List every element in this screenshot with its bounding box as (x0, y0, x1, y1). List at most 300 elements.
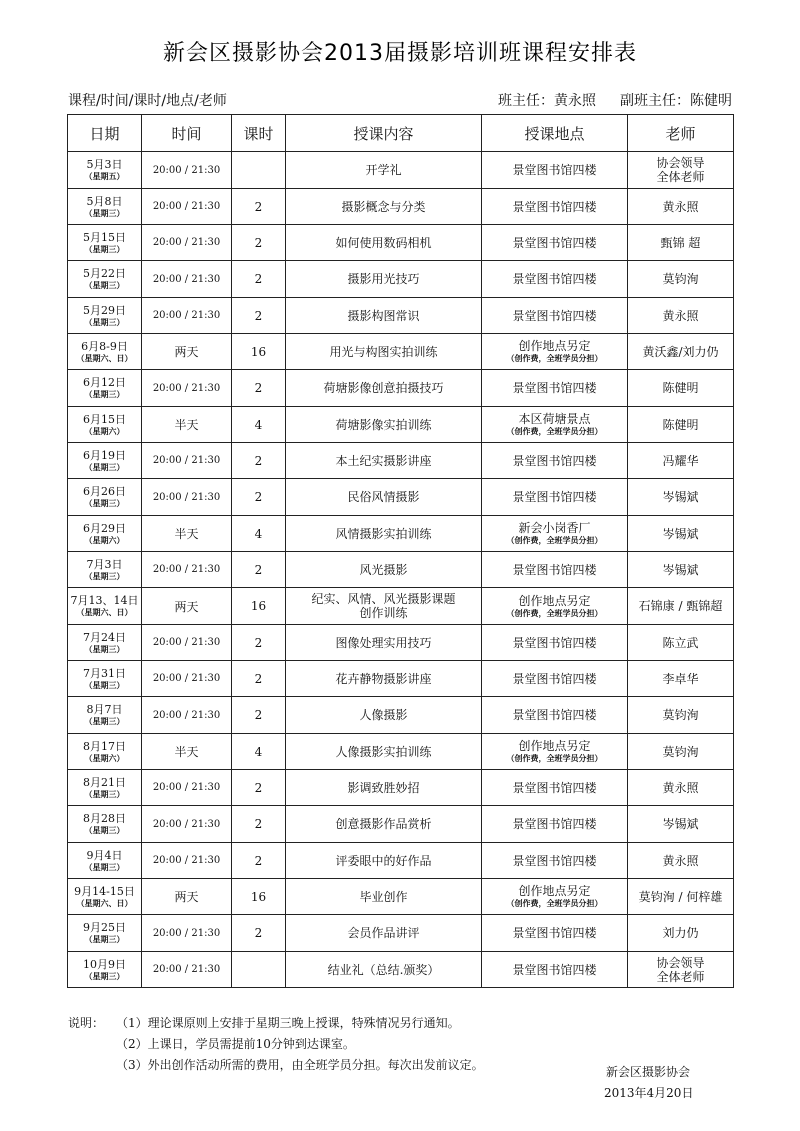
location-text: 景堂图书馆四楼 (512, 272, 597, 286)
location-text: 景堂图书馆四楼 (512, 453, 597, 468)
cell-date (68, 407, 142, 443)
teacher-name: 刘力仍 (662, 926, 699, 940)
location-text: 景堂图书馆四楼 (512, 163, 597, 177)
table-row (68, 843, 734, 879)
content-line: 花卉静物摄影讲座 (335, 671, 432, 686)
cell-time: 20:00 / 21:30 (142, 697, 232, 734)
location-note: （创作费，全班学员分担） (506, 427, 603, 436)
cell-location (482, 479, 628, 516)
cell-hours: 2 (232, 479, 286, 516)
cell-content (286, 443, 482, 479)
cell-hours (232, 952, 286, 988)
cell-location (482, 806, 628, 843)
cell-content (286, 552, 482, 588)
cell-content (286, 334, 482, 370)
cell-teacher (628, 697, 734, 734)
cell-time: 20:00 / 21:30 (142, 189, 232, 225)
teacher-info (498, 90, 732, 110)
cell-hours (232, 152, 286, 189)
teacher-name: 甄锦 超 (660, 235, 701, 250)
date-text: 10月9日 (83, 957, 126, 971)
header-date: 日期 (68, 115, 142, 152)
content-line: 会员作品讲评 (347, 926, 420, 940)
cell-time: 两天 (142, 588, 232, 625)
weekday-text: （星期六、日） (76, 353, 133, 363)
header-time: 时间 (142, 115, 232, 152)
weekday-text: （星期三） (84, 208, 125, 218)
date-text: 9月25日 (83, 921, 126, 934)
location-text: 景堂图书馆四楼 (512, 853, 597, 868)
cell-teacher (628, 152, 734, 189)
cell-location (482, 770, 628, 806)
note-item: （2）上课日，学员需提前10分钟到达课室。 (116, 1037, 355, 1051)
cell-location (482, 915, 628, 952)
table-row (68, 588, 734, 625)
cell-content (286, 806, 482, 843)
date-text: 7月3日 (86, 557, 123, 571)
location-text: 新会小岗香厂 (518, 521, 591, 535)
cell-location (482, 625, 628, 661)
teacher-name: 岑锡斌 (662, 490, 699, 504)
location-text: 创作地点另定 (518, 593, 591, 608)
cell-teacher (628, 661, 734, 697)
cell-time: 20:00 / 21:30 (142, 806, 232, 843)
table-row (68, 334, 734, 370)
cell-location (482, 661, 628, 697)
teacher-name: 莫钧洵 (662, 272, 699, 286)
teacher-name: 石锦康 / 甄锦超 (638, 599, 723, 613)
location-text: 创作地点另定 (518, 339, 591, 353)
table-row (68, 952, 734, 988)
cell-time: 20:00 / 21:30 (142, 225, 232, 261)
weekday-text: （星期六、日） (76, 898, 133, 908)
content-line: 人像摄影实拍训练 (335, 744, 432, 759)
weekday-text: （星期六、日） (76, 608, 133, 617)
cell-location (482, 152, 628, 189)
cell-teacher (628, 625, 734, 661)
cell-hours: 2 (232, 189, 286, 225)
cell-teacher (628, 443, 734, 479)
content-line: 毕业创作 (359, 889, 408, 904)
cell-date (68, 225, 142, 261)
cell-time: 20:00 / 21:30 (142, 370, 232, 407)
location-note: （创作费，全班学员分担） (506, 608, 603, 618)
cell-content (286, 952, 482, 988)
cell-teacher (628, 189, 734, 225)
table-row (68, 697, 734, 734)
location-text: 景堂图书馆四楼 (512, 199, 597, 214)
location-text: 景堂图书馆四楼 (512, 635, 597, 650)
weekday-text: （星期三） (84, 390, 125, 399)
content-line: 摄影概念与分类 (341, 199, 426, 214)
cell-date (68, 952, 142, 988)
cell-location (482, 407, 628, 443)
cell-teacher (628, 407, 734, 443)
teacher-name: 黄永照 (662, 780, 699, 795)
cell-hours: 2 (232, 915, 286, 952)
location-text: 景堂图书馆四楼 (512, 671, 597, 686)
teacher-name: 岑锡斌 (662, 562, 699, 577)
cell-time: 20:00 / 21:30 (142, 952, 232, 988)
date-text: 5月29日 (83, 303, 126, 317)
cell-teacher (628, 298, 734, 334)
cell-location (482, 552, 628, 588)
date-text: 6月26日 (83, 485, 126, 498)
cell-hours: 2 (232, 697, 286, 734)
weekday-text: （星期三） (84, 826, 125, 835)
cell-hours: 16 (232, 334, 286, 370)
cell-hours: 2 (232, 225, 286, 261)
cell-teacher (628, 915, 734, 952)
cell-content (286, 479, 482, 516)
location-text: 景堂图书馆四楼 (512, 235, 597, 250)
cell-date (68, 189, 142, 225)
date-text: 6月12日 (83, 376, 126, 389)
table-row (68, 152, 734, 189)
weekday-text: （星期三） (84, 971, 125, 981)
column-summary: 课程/时间/课时/地点/老师 (68, 93, 227, 109)
location-text: 景堂图书馆四楼 (512, 308, 597, 323)
cell-location (482, 588, 628, 625)
date-text: 7月24日 (83, 630, 126, 644)
location-text: 景堂图书馆四楼 (512, 562, 597, 577)
weekday-text: （星期五） (84, 172, 125, 181)
location-note: （创作费，全班学员分担） (506, 536, 603, 545)
cell-location (482, 952, 628, 988)
content-line: 荷塘影像创意拍摄技巧 (323, 381, 444, 395)
cell-date (68, 443, 142, 479)
cell-date (68, 479, 142, 516)
cell-teacher (628, 261, 734, 298)
cell-teacher (628, 479, 734, 516)
date-text: 7月31日 (83, 666, 126, 680)
content-line: 民俗风情摄影 (347, 490, 420, 504)
teacher-name: 黄永照 (662, 308, 699, 323)
cell-time: 半天 (142, 516, 232, 552)
content-line: 开学礼 (365, 163, 402, 177)
cell-time: 20:00 / 21:30 (142, 843, 232, 879)
content-line: 风情摄影实拍训练 (335, 526, 432, 541)
weekday-text: （星期三） (84, 862, 125, 872)
teacher-name: 全体老师 (656, 969, 705, 984)
cell-content (286, 697, 482, 734)
cell-time: 20:00 / 21:30 (142, 915, 232, 952)
cell-teacher (628, 952, 734, 988)
cell-hours: 2 (232, 843, 286, 879)
table-row (68, 443, 734, 479)
cell-location (482, 370, 628, 407)
cell-hours: 16 (232, 588, 286, 625)
weekday-text: （星期六） (84, 753, 125, 763)
cell-content (286, 879, 482, 915)
table-row (68, 625, 734, 661)
content-line: 荷塘影像实拍训练 (335, 417, 432, 432)
cell-location (482, 734, 628, 770)
table-row (68, 661, 734, 697)
content-line: 图像处理实用技巧 (335, 635, 432, 650)
cell-time: 20:00 / 21:30 (142, 770, 232, 806)
cell-content (286, 370, 482, 407)
teacher-name: 全体老师 (656, 170, 705, 184)
table-row (68, 552, 734, 588)
cell-location (482, 261, 628, 298)
table-row (68, 225, 734, 261)
content-line: 摄影用光技巧 (347, 272, 420, 286)
weekday-text: （星期三） (84, 644, 125, 654)
weekday-text: （星期三） (84, 244, 125, 254)
date-text: 8月7日 (86, 703, 123, 716)
weekday-text: （星期六） (84, 535, 125, 545)
date-text: 8月17日 (83, 739, 126, 753)
cell-content (286, 734, 482, 770)
table-row (68, 915, 734, 952)
cell-hours: 2 (232, 552, 286, 588)
date-text: 8月21日 (83, 775, 126, 789)
table-row (68, 516, 734, 552)
cell-content (286, 516, 482, 552)
teacher-name: 莫钧洵 / 何梓雄 (638, 889, 723, 904)
cell-date (68, 370, 142, 407)
cell-date (68, 625, 142, 661)
page-title: 新会区摄影协会2013届摄影培训班课程安排表 (163, 41, 637, 66)
cell-date (68, 552, 142, 588)
location-note: （创作费，全班学员分担） (506, 899, 603, 908)
weekday-text: （星期六） (84, 426, 125, 436)
cell-content (286, 843, 482, 879)
table-header-row (68, 115, 734, 152)
weekday-text: （星期三） (84, 680, 125, 690)
cell-date (68, 152, 142, 189)
cell-location (482, 516, 628, 552)
cell-time: 半天 (142, 407, 232, 443)
weekday-text: （星期三） (84, 717, 125, 726)
cell-time: 20:00 / 21:30 (142, 479, 232, 516)
table-body (68, 152, 734, 988)
content-line: 风光摄影 (359, 562, 408, 577)
location-text: 创作地点另定 (518, 884, 591, 898)
cell-teacher (628, 588, 734, 625)
content-line: 本土纪实摄影讲座 (335, 453, 432, 468)
table-row (68, 261, 734, 298)
cell-time: 20:00 / 21:30 (142, 552, 232, 588)
table-row (68, 879, 734, 915)
content-line: 创意摄影作品赏析 (335, 817, 432, 831)
cell-teacher (628, 225, 734, 261)
cell-date (68, 261, 142, 298)
table-row (68, 189, 734, 225)
teacher-name: 陈健明 (662, 381, 699, 395)
teacher-name: 黄永照 (662, 199, 699, 214)
teacher-name: 冯耀华 (662, 453, 699, 468)
cell-date (68, 770, 142, 806)
cell-hours: 2 (232, 261, 286, 298)
cell-content (286, 588, 482, 625)
weekday-text: （星期三） (84, 499, 125, 508)
cell-location (482, 879, 628, 915)
note-item: （3）外出创作活动所需的费用，由全班学员分担。每次出发前议定。 (116, 1058, 484, 1072)
cell-teacher (628, 516, 734, 552)
cell-time: 20:00 / 21:30 (142, 625, 232, 661)
cell-content (286, 625, 482, 661)
teacher-name: 莫钧洵 (662, 708, 699, 722)
cell-teacher (628, 734, 734, 770)
header-location: 授课地点 (482, 115, 628, 152)
cell-date (68, 879, 142, 915)
weekday-text: （星期三） (84, 317, 125, 327)
date-text: 6月29日 (83, 521, 126, 535)
cell-time: 半天 (142, 734, 232, 770)
cell-date (68, 915, 142, 952)
cell-hours: 2 (232, 625, 286, 661)
cell-content (286, 152, 482, 189)
cell-location (482, 225, 628, 261)
cell-hours: 2 (232, 370, 286, 407)
note-item: （1）理论课原则上安排于星期三晚上授课，特殊情况另行通知。 (116, 1016, 460, 1030)
cell-date (68, 334, 142, 370)
cell-hours: 2 (232, 298, 286, 334)
cell-hours: 4 (232, 516, 286, 552)
subheader (68, 90, 732, 110)
footer-date: 2013年4月20日 (604, 1086, 694, 1100)
teacher-name: 岑锡斌 (662, 526, 699, 541)
cell-time: 20:00 / 21:30 (142, 152, 232, 189)
footer-org: 新会区摄影协会 (606, 1065, 691, 1079)
cell-hours: 2 (232, 443, 286, 479)
cell-location (482, 189, 628, 225)
cell-location (482, 298, 628, 334)
header-content: 授课内容 (286, 115, 482, 152)
cell-date (68, 661, 142, 697)
cell-content (286, 261, 482, 298)
schedule-table (67, 114, 734, 988)
cell-content (286, 189, 482, 225)
cell-hours: 4 (232, 734, 286, 770)
weekday-text: （星期三） (84, 571, 125, 581)
cell-content (286, 298, 482, 334)
cell-date (68, 298, 142, 334)
content-line: 结业礼（总结.颁奖） (327, 962, 440, 977)
cell-hours: 2 (232, 661, 286, 697)
teacher-name: 莫钧洵 (662, 744, 699, 759)
content-line: 用光与构图实拍训练 (329, 344, 438, 359)
date-text: 9月4日 (86, 848, 123, 862)
cell-teacher (628, 879, 734, 915)
teacher-name: 黄沃鑫/刘力仍 (642, 344, 719, 359)
location-text: 景堂图书馆四楼 (512, 926, 597, 940)
cell-time: 20:00 / 21:30 (142, 298, 232, 334)
weekday-text: （星期三） (84, 281, 125, 290)
content-line: 如何使用数码相机 (335, 235, 432, 250)
cell-date (68, 588, 142, 625)
weekday-text: （星期三） (84, 462, 125, 472)
cell-time: 20:00 / 21:30 (142, 443, 232, 479)
cell-content (286, 661, 482, 697)
cell-date (68, 843, 142, 879)
content-line: 人像摄影 (359, 708, 408, 722)
cell-content (286, 915, 482, 952)
location-text: 景堂图书馆四楼 (512, 780, 597, 795)
head-teacher: 班主任：黄永照 (498, 93, 596, 109)
cell-hours: 16 (232, 879, 286, 915)
teacher-name: 黄永照 (662, 853, 699, 868)
table-row (68, 770, 734, 806)
cell-time: 20:00 / 21:30 (142, 261, 232, 298)
content-line: 评委眼中的好作品 (335, 853, 432, 868)
header-hours: 课时 (232, 115, 286, 152)
teacher-name: 李卓华 (662, 671, 699, 686)
location-text: 景堂图书馆四楼 (512, 381, 597, 395)
deputy-teacher: 副班主任：陈健明 (620, 93, 732, 109)
content-line: 摄影构图常识 (347, 308, 420, 323)
table-row (68, 298, 734, 334)
table-row (68, 370, 734, 407)
date-text: 5月22日 (83, 267, 126, 280)
date-text: 9月14-15日 (74, 884, 135, 898)
cell-time: 20:00 / 21:30 (142, 661, 232, 697)
teacher-name: 协会领导 (656, 156, 705, 170)
cell-date (68, 697, 142, 734)
weekday-text: （星期三） (84, 935, 125, 944)
location-text: 景堂图书馆四楼 (512, 962, 597, 977)
header-teacher: 老师 (628, 115, 734, 152)
cell-teacher (628, 370, 734, 407)
table-row (68, 407, 734, 443)
cell-teacher (628, 843, 734, 879)
cell-teacher (628, 334, 734, 370)
cell-date (68, 806, 142, 843)
teacher-name: 陈健明 (662, 417, 699, 432)
content-line: 纪实、风情、风光摄影课题 (311, 592, 456, 606)
cell-date (68, 734, 142, 770)
date-text: 5月15日 (83, 230, 126, 244)
cell-content (286, 770, 482, 806)
date-text: 8月28日 (83, 812, 126, 825)
cell-teacher (628, 552, 734, 588)
location-text: 本区荷塘景点 (518, 412, 591, 426)
date-text: 5月3日 (86, 158, 123, 171)
teacher-name: 协会领导 (656, 955, 705, 970)
cell-date (68, 516, 142, 552)
date-text: 6月8-9日 (81, 339, 128, 353)
cell-hours: 4 (232, 407, 286, 443)
table-row (68, 734, 734, 770)
content-line: 影调致胜妙招 (347, 780, 420, 795)
date-text: 6月15日 (83, 412, 126, 426)
cell-teacher (628, 770, 734, 806)
cell-location (482, 443, 628, 479)
content-line: 创作训练 (359, 606, 408, 620)
cell-location (482, 697, 628, 734)
weekday-text: （星期三） (84, 789, 125, 799)
cell-content (286, 225, 482, 261)
location-text: 景堂图书馆四楼 (512, 490, 597, 504)
cell-location (482, 843, 628, 879)
cell-hours: 2 (232, 770, 286, 806)
cell-time: 两天 (142, 334, 232, 370)
location-text: 创作地点另定 (518, 739, 591, 753)
cell-content (286, 407, 482, 443)
notes-label: 说明： (68, 1016, 105, 1030)
table-row (68, 806, 734, 843)
location-text: 景堂图书馆四楼 (512, 817, 597, 831)
location-note: （创作费，全班学员分担） (506, 354, 603, 363)
date-text: 7月13、14日 (70, 594, 139, 607)
location-text: 景堂图书馆四楼 (512, 708, 597, 722)
cell-teacher (628, 806, 734, 843)
teacher-name: 岑锡斌 (662, 817, 699, 831)
location-note: （创作费，全班学员分担） (506, 754, 603, 763)
cell-hours: 2 (232, 806, 286, 843)
